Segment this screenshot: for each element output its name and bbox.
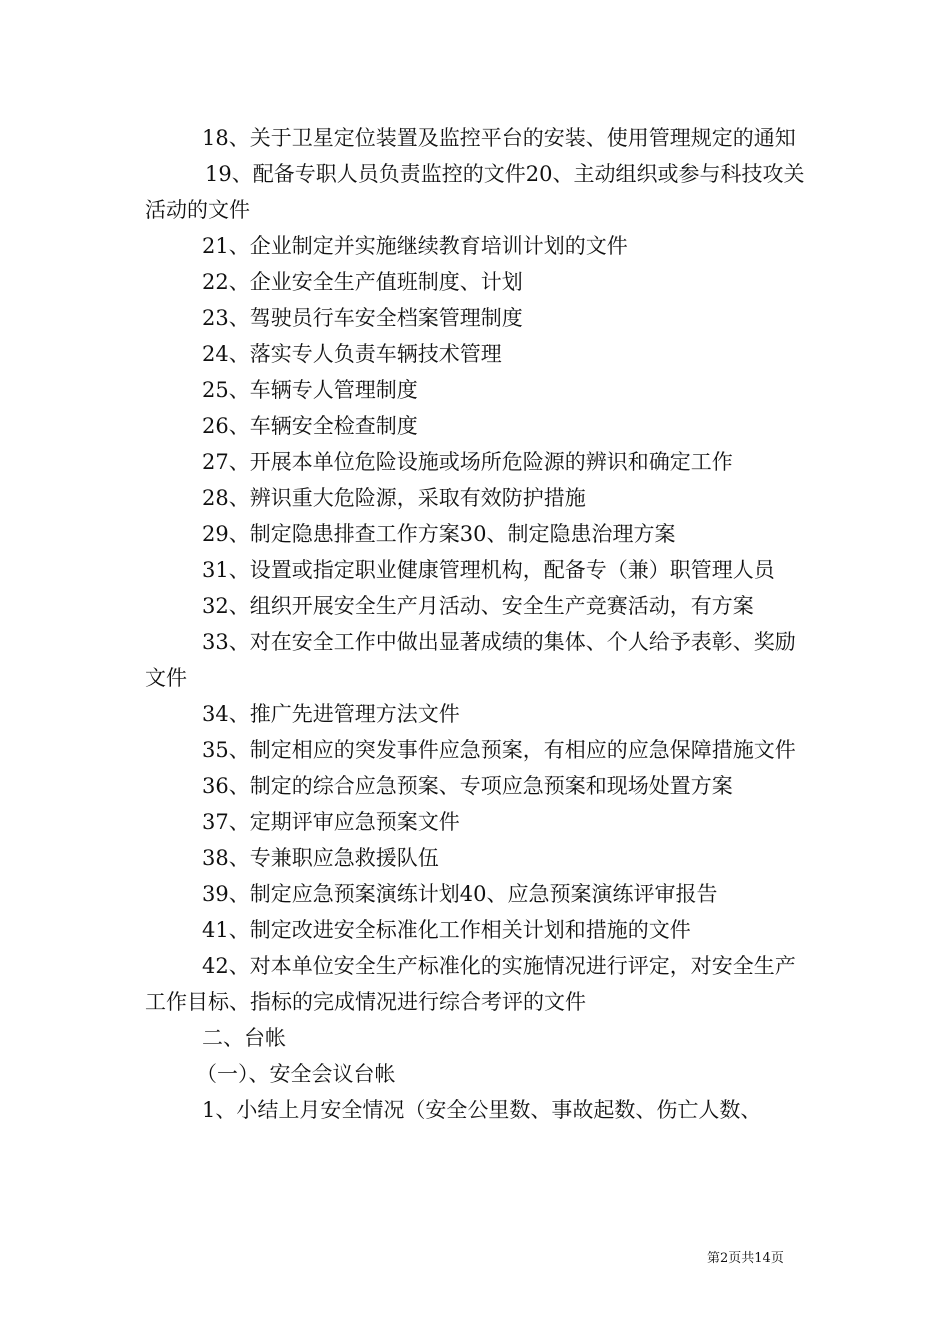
paragraph-35: 35、制定相应的突发事件应急预案，有相应的应急保障措施文件 [202,738,796,762]
paragraph-23: 23、驾驶员行车安全档案管理制度 [202,306,523,330]
paragraph-28: 28、辨识重大危险源，采取有效防护措施 [202,486,586,510]
section-heading-ledger: 二、台帐 [202,1026,286,1050]
paragraph-26: 26、车辆安全检查制度 [202,414,418,438]
paragraph-39-40: 39、制定应急预案演练计划40、应急预案演练评审报告 [202,882,718,906]
subsection-heading-safety-meeting-ledger: （一）、安全会议台帐 [196,1062,396,1086]
paragraph-22: 22、企业安全生产值班制度、计划 [202,270,523,294]
page-number-footer: 第2页共14页 [707,1251,784,1266]
document-body [145,120,810,1128]
paragraph-31: 31、设置或指定职业健康管理机构，配备专（兼）职管理人员 [202,558,775,582]
paragraph-27: 27、开展本单位危险设施或场所危险源的辨识和确定工作 [202,450,733,474]
paragraph-29-30: 29、制定隐患排查工作方案30、制定隐患治理方案 [202,522,676,546]
paragraph-38: 38、专兼职应急救援队伍 [202,846,439,870]
paragraph-25: 25、车辆专人管理制度 [202,378,418,402]
paragraph-42: 42、对本单位安全生产标准化的实施情况进行评定，对安全生产工作目标、指标的完成情况进行综合考评的文件 [145,954,796,1014]
paragraph-21: 21、企业制定并实施继续教育培训计划的文件 [202,234,628,258]
paragraph-19-20: 19、配备专职人员负责监控的文件20、主动组织或参与科技攻关活动的文件 [145,162,805,222]
paragraph-34: 34、推广先进管理方法文件 [202,702,460,726]
paragraph-item-1: 1、小结上月安全情况（安全公里数、事故起数、伤亡人数、 [202,1098,762,1122]
paragraph-18: 18、关于卫星定位装置及监控平台的安装、使用管理规定的通知 [202,126,796,150]
paragraph-36: 36、制定的综合应急预案、专项应急预案和现场处置方案 [202,774,733,798]
paragraph-24: 24、落实专人负责车辆技术管理 [202,342,502,366]
paragraph-37: 37、定期评审应急预案文件 [202,810,460,834]
paragraph-41: 41、制定改进安全标准化工作相关计划和措施的文件 [202,918,691,942]
paragraph-32: 32、组织开展安全生产月活动、安全生产竞赛活动，有方案 [202,594,754,618]
paragraph-33: 33、对在安全工作中做出显著成绩的集体、个人给予表彰、奖励文件 [145,630,796,690]
